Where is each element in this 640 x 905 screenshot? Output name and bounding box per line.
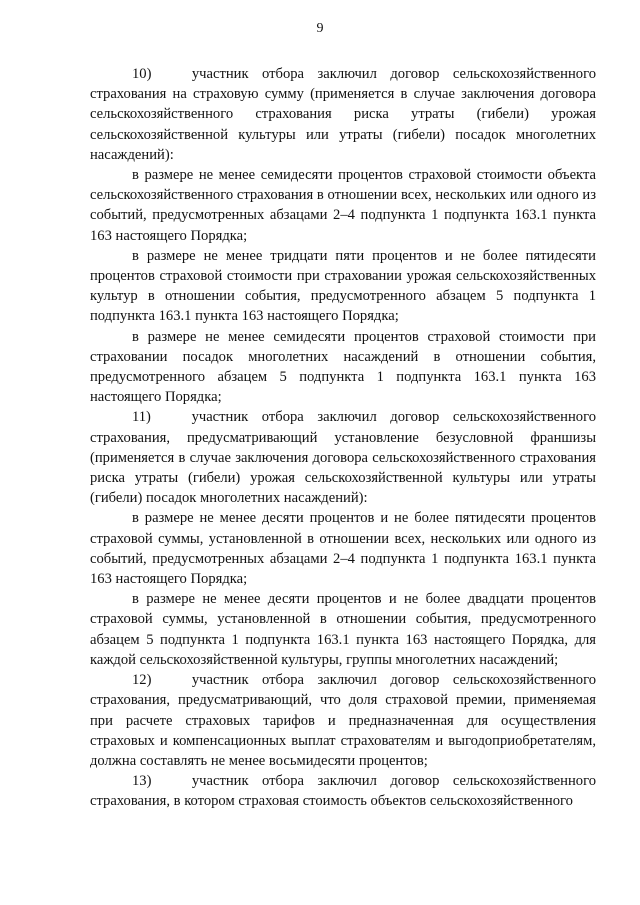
paragraph-item-13: 13) участник отбора заключил договор сельскохозяйственного страхования, в котором страховая стоимость объектов сельскохозяйственного [90,773,596,810]
paragraph-franchise-event-5: в размере не менее десяти процентов и не более двадцати процентов страховой суммы, установленной в отношении события, предусмотренного абзацем 5 подпункта 1 подпункта 163.1 пункта 163 настоящего Порядка, для каждой сельскохозяйственной культуры, группы многолетних насаждений; [90,591,596,668]
paragraph-insurance-value-perennials-event-5: в размере не менее семидесяти процентов страховой стоимости при страховании посадок многолетних насаждений в отношении события, предусмотренного абзацем 5 подпункта 1 подпункта 163.1 пункта 163 настоящего Порядка; [90,328,596,406]
paragraph-insurance-value-events-2-4: в размере не менее семидесяти процентов страховой стоимости объекта сельскохозяйственного страхования в отношении всех, нескольких или одного из событий, предусмотренных абзацами 2–4 подпункта 1 подпункта 163.1 пункта 163 настоящего Порядка; [90,167,596,244]
paragraph-item-12: 12) участник отбора заключил договор сельскохозяйственного страхования, предусматривающий, что доля страховой премии, применяемая при расчете страховых тарифов и предназначенная для осуществления страховых и компенсационных выплат страхователям и выгодоприобретателям, должна составлять не менее восьмидесяти процентов; [90,672,596,769]
paragraph-item-10: 10) участник отбора заключил договор сельскохозяйственного страхования на страховую сумму (применяется в случае заключения договора сельскохозяйственного страхования риска утраты (гибели) урожая сельскохозяйственной культуры или утраты (гибели) посадок многолетних насаждений): [90,66,596,163]
page-number: 9 [316,21,324,36]
paragraph-insurance-value-crops-event-5: в размере не менее тридцати пяти процентов и не более пятидесяти процентов страховой стоимости при страховании урожая сельскохозяйственных культур в отношении события, предусмотренного абзацем 5 подпункта 1 подпункта 163.1 пункта 163 настоящего Порядка; [90,247,596,325]
paragraph-franchise-events-2-4: в размере не менее десяти процентов и не более пятидесяти процентов страховой суммы, установленной в отношении всех, нескольких или одного из событий, предусмотренных абзацами 2–4 подпункта 1 подпункта 163.1 пункта 163 настоящего Порядка; [90,510,596,588]
paragraph-item-11: 11) участник отбора заключил договор сельскохозяйственного страхования, предусматривающий установление безусловной франшизы (применяется в случае заключения договора сельскохозяйственного страхования риска утраты (гибели) урожая сельскохозяйственной культуры или утраты (гибели) посадок многолетних насаждений): [90,409,596,507]
document-body [90,64,596,812]
